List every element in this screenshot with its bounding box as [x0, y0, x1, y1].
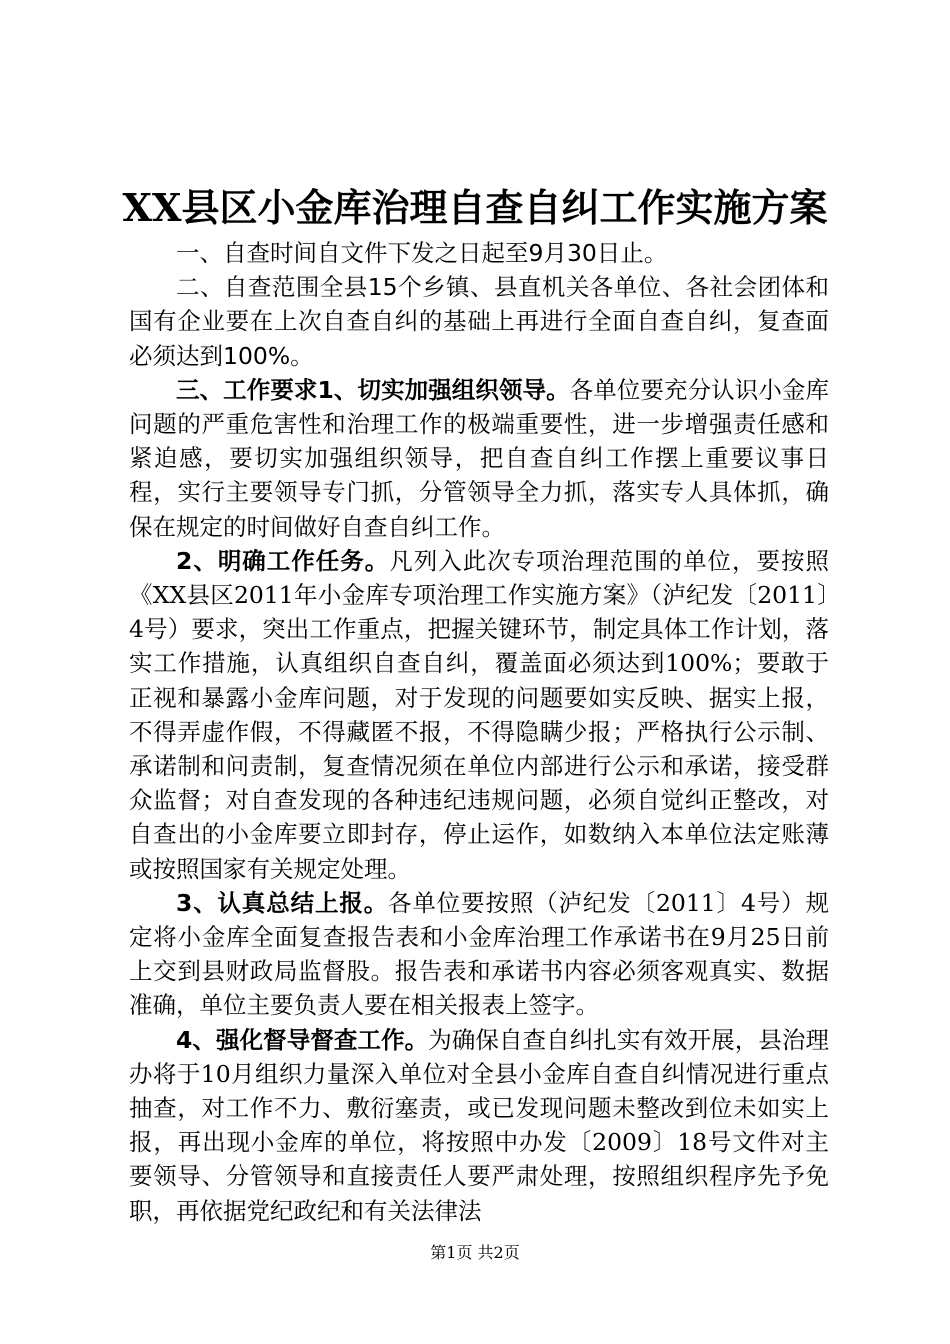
item-2-text: 凡列入此次专项治理范围的单位，要按照《XX县区2011年小金库专项治理工作实施方案》（泸纪发〔2011〕4号）要求，突出工作重点，把握关键环节，制定具体工作计划，落实工作措施，认真组织自查自纠，覆盖面必须达到100%；要敢于正视和暴露小金库问题，对于发现的问题要如实反映、据实上报，不得弄虚作假，不得藏匿不报，不得隐瞒少报；严格执行公示制、承诺制和问责制，复查情况须在单位内部进行公示和承诺，接受群众监督；对自查发现的各种违纪违规问题，必须自觉纠正整改，对自查出的小金库要立即封存，停止运作，如数纳入本单位法定账薄或按照国家有关规定处理。 — [129, 546, 829, 883]
item-4-heading: 4、强化督导督查工作。 — [176, 1025, 429, 1054]
item-4 — [129, 1023, 829, 1228]
section-2: 二、自查范围全县15个乡镇、县直机关各单位、各社会团体和国有企业要在上次自查自纠的基础上再进行全面自查自纠，复查面必须达到100%。 — [129, 273, 829, 370]
section-3-text: 各单位要充分认识小金库问题的严重危害性和治理工作的极端重要性，进一步增强责任感和紧迫感，要切实加强组织领导，把自查自纠工作摆上重要议事日程，实行主要领导专门抓，分管领导全力抓，落实专人具体抓，确保在规定的时间做好自查自纠工作。 — [129, 375, 829, 541]
item-3-heading: 3、认真总结上报。 — [176, 888, 389, 917]
item-3 — [129, 886, 829, 1023]
section-3 — [129, 373, 829, 544]
document-body — [129, 236, 829, 1228]
item-4-text: 为确保自查自纠扎实有效开展，县治理办将于10月组织力量深入单位对全县小金库自查自纠情况进行重点抽查，对工作不力、敷衍塞责，或已发现问题未整改到位未如实上报，再出现小金库的单位，将按照中办发〔2009〕18号文件对主要领导、分管领导和直接责任人要严肃处理，按照组织程序先予免职，再依据党纪政纪和有关法律法 — [129, 1025, 830, 1225]
document-title: XX县区小金库治理自查自纠工作实施方案 — [122, 185, 828, 230]
section-1: 一、自查时间自文件下发之日起至9月30日止。 — [176, 239, 668, 267]
section-3-heading: 三、工作要求1、切实加强组织领导。 — [176, 375, 570, 404]
item-2-heading: 2、明确工作任务。 — [176, 546, 390, 575]
page-footer: 第1页 共2页 — [430, 1243, 520, 1262]
item-2 — [129, 544, 829, 886]
item-3-text: 各单位要按照（泸纪发〔2011〕4号）规定将小金库全面复查报告表和小金库治理工作承诺书在9月25日前上交到县财政局监督股。报告表和承诺书内容必须客观真实、数据准确，单位主要负责人要在相关报表上签字。 — [129, 888, 829, 1020]
